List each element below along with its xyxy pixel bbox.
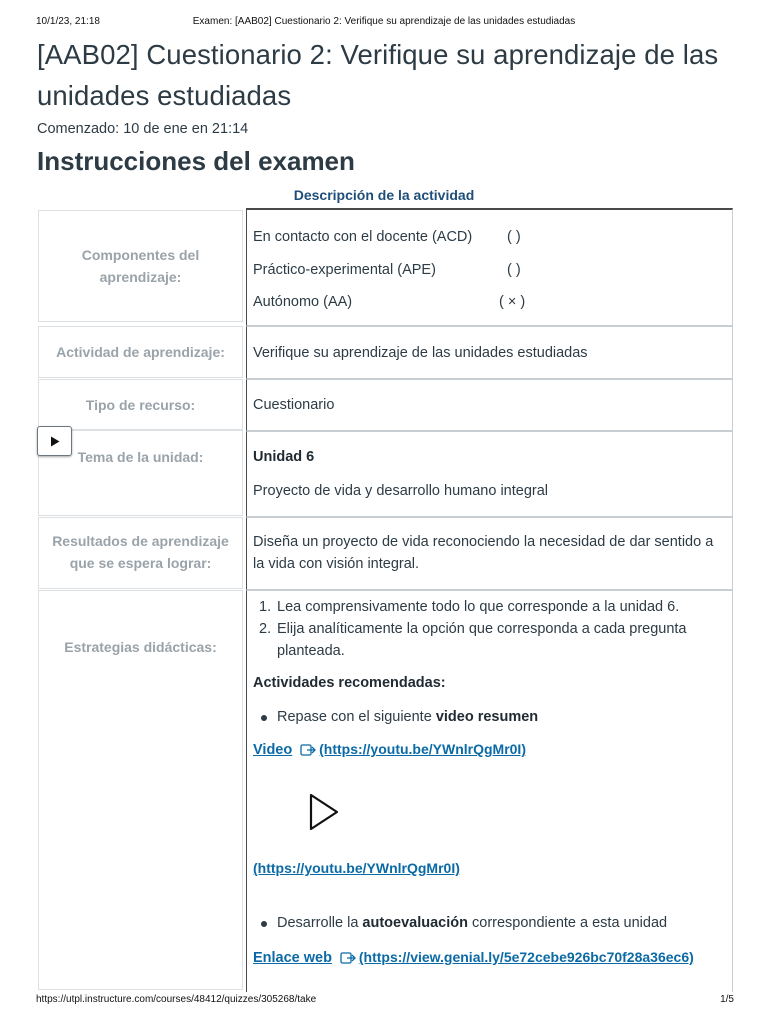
step-1 xyxy=(259,596,719,618)
resultados-value: Diseña un proyecto de vida reconociendo la necesidad de dar sentido a la vida con visión integral. xyxy=(253,534,714,572)
print-document-title: Examen: [AAB02] Cuestionario 2: Verifique su aprendizaje de las unidades estudiadas xyxy=(192,16,576,27)
video-link-url[interactable]: (https://youtu.be/YWnlrQgMr0I) xyxy=(319,741,526,757)
componentes-label-text: Componentes del aprendizaje: xyxy=(81,247,200,285)
play-outline-icon xyxy=(307,792,341,832)
componentes-label xyxy=(38,210,243,322)
play-icon xyxy=(50,436,60,447)
tema-value: Proyecto de vida y desarrollo humano integral xyxy=(253,483,548,499)
tema-cell xyxy=(246,431,733,517)
resultados-label-text: Resultados de aprendizaje que se espera lograr: xyxy=(52,533,229,571)
component-acd: En contacto con el docente (ACD) xyxy=(253,229,473,245)
estrategias-label-text: Estrategias didácticas: xyxy=(64,639,217,655)
tema-unit: Unidad 6 xyxy=(253,449,315,465)
bullet-dot xyxy=(261,715,267,721)
started-timestamp: Comenzado: 10 de ene en 21:14 xyxy=(37,121,249,137)
print-footer xyxy=(0,994,768,1008)
print-datetime: 10/1/23, 21:18 xyxy=(36,16,100,27)
actividad-cell xyxy=(246,326,733,379)
bullet-autoevaluacion xyxy=(277,915,667,931)
bullet-auto-bold: autoevaluación xyxy=(362,915,468,931)
external-link-icon xyxy=(300,743,316,757)
component-ape-mark: ( ) xyxy=(507,262,521,278)
activities-heading: Actividades recomendadas: xyxy=(253,675,446,691)
video-embed-url[interactable]: (https://youtu.be/YWnlrQgMr0I) xyxy=(253,860,460,876)
play-button[interactable] xyxy=(37,426,72,456)
tipo-value: Cuestionario xyxy=(253,397,335,413)
component-ape: Práctico-experimental (APE) xyxy=(253,262,436,278)
print-header xyxy=(0,16,768,30)
web-link-label[interactable]: Enlace web xyxy=(253,950,332,966)
external-link-icon xyxy=(340,951,356,965)
print-url: https://utpl.instructure.com/courses/48412/quizzes/305268/take xyxy=(36,994,317,1005)
page-number: 1/5 xyxy=(720,994,734,1005)
section-title: Instrucciones del examen xyxy=(37,146,355,176)
quiz-title: [AAB02] Cuestionario 2: Verifique su aprendizaje de las unidades estudiadas xyxy=(37,39,719,111)
resultados-cell xyxy=(246,517,733,590)
bullet-video-summary xyxy=(277,709,538,725)
video-embed-link[interactable] xyxy=(253,860,460,876)
step-1-text: Lea comprensivamente todo lo que corresponde a la unidad 6. xyxy=(277,599,680,615)
actividad-label xyxy=(38,326,243,378)
tipo-label-text: Tipo de recurso: xyxy=(85,396,196,413)
bullet-auto-prefix: Desarrolle la xyxy=(277,915,363,931)
component-aa-mark: ( × ) xyxy=(499,294,526,310)
bullet-dot xyxy=(261,921,267,927)
tipo-label xyxy=(38,379,243,430)
video-link[interactable] xyxy=(253,741,526,758)
step-1-number: 1. xyxy=(259,599,272,615)
tipo-cell xyxy=(246,379,733,431)
web-link[interactable] xyxy=(253,949,694,966)
video-embed-play-button[interactable] xyxy=(307,792,341,832)
component-acd-mark: ( ) xyxy=(507,229,521,245)
componentes-cell xyxy=(246,208,733,326)
step-2-text: Elija analíticamente la opción que corresponda a cada pregunta planteada. xyxy=(277,621,687,659)
resultados-label xyxy=(38,517,243,589)
step-2-number: 2. xyxy=(259,621,272,637)
actividad-label-text: Actividad de aprendizaje: xyxy=(56,344,225,360)
table-caption: Descripción de la actividad xyxy=(293,187,475,203)
bullet-video-bold: video resumen xyxy=(435,709,539,725)
bullet-auto-suffix: correspondiente a esta unidad xyxy=(467,915,668,931)
bullet-video-prefix: Repase con el siguiente xyxy=(277,709,436,725)
estrategias-cell xyxy=(246,590,733,992)
component-aa: Autónomo (AA) xyxy=(253,294,353,310)
estrategias-label xyxy=(38,590,243,990)
video-link-label[interactable]: Video xyxy=(253,742,293,758)
step-2 xyxy=(259,618,719,662)
web-link-url[interactable]: (https://view.genial.ly/5e72cebe926bc70f28a36ec6) xyxy=(358,949,694,965)
actividad-value: Verifique su aprendizaje de las unidades estudiadas xyxy=(253,344,588,361)
tema-label-text: Tema de la unidad: xyxy=(77,449,204,465)
